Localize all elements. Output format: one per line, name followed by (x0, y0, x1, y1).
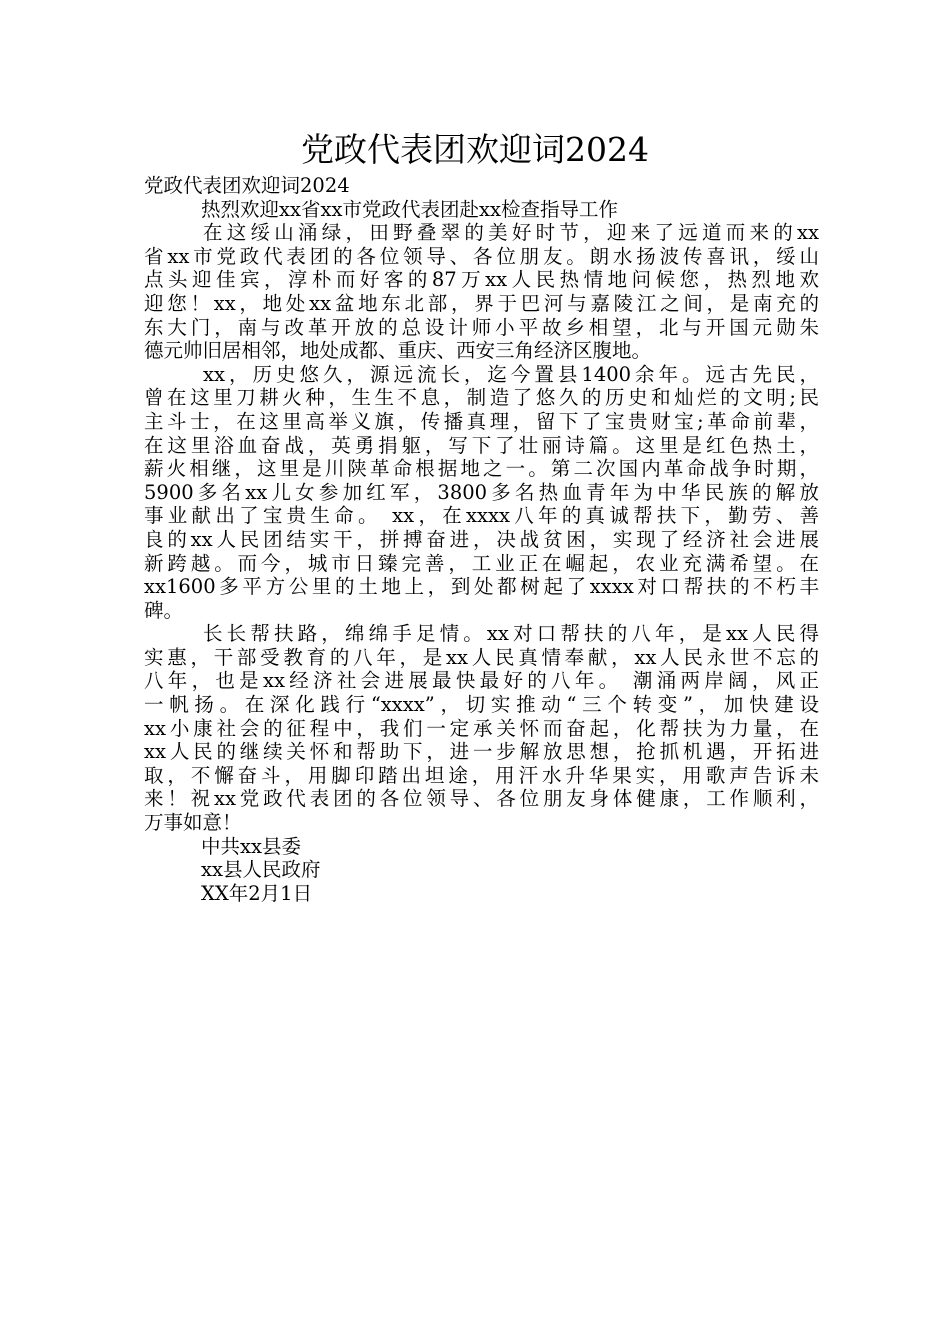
paragraph-line: 点头迎佳宾，淳朴而好客的87万xx人民热情地问候您，热烈地欢 (144, 268, 819, 292)
paragraph-line: 长长帮扶路，绵绵手足情。xx对口帮扶的八年，是xx人民得 (203, 622, 819, 646)
paragraph-line: 一帆扬。在深化践行“xxxx”，切实推动“三个转变”，加快建设 (144, 693, 819, 717)
welcome-heading: 热烈欢迎xx省xx市党政代表团赴xx检查指导工作 (201, 197, 618, 221)
signature-org-party: 中共xx县委 (201, 834, 301, 858)
paragraph-line: 取，不懈奋斗，用脚印踏出坦途，用汗水升华果实，用歌声告诉未 (144, 763, 819, 787)
paragraph-line: 万事如意！ (144, 811, 242, 835)
paragraph-line: xx，历史悠久，源远流长，迄今置县1400余年。远古先民， (203, 362, 819, 386)
paragraph-1 (144, 221, 819, 363)
paragraph-line: xx小康社会的征程中，我们一定承关怀而奋起，化帮扶为力量，在 (144, 716, 819, 740)
paragraph-line: 新跨越。而今，城市日臻完善，工业正在崛起，农业充满希望。在 (144, 551, 819, 575)
paragraph-line: 薪火相继，这里是川陕革命根据地之一。第二次国内革命战争时期， (144, 457, 819, 481)
paragraph-line: 碑。 (144, 598, 184, 622)
paragraph-line: 在这里浴血奋战，英勇捐躯，写下了壮丽诗篇。这里是红色热土， (144, 433, 819, 457)
paragraph-3 (144, 622, 819, 834)
paragraph-line: xx1600多平方公里的土地上，到处都树起了xxxx对口帮扶的不朽丰 (144, 575, 819, 599)
signature-date: XX年2月1日 (201, 881, 313, 905)
paragraph-line: 迎您！xx，地处xx盆地东北部，界于巴河与嘉陵江之间，是南充的 (144, 291, 819, 315)
paragraph-2 (144, 363, 819, 623)
paragraph-line: 事业献出了宝贵生命。 xx，在xxxx八年的真诚帮扶下，勤劳、善 (144, 504, 819, 528)
signature-block (144, 835, 819, 906)
paragraph-line: 实惠，干部受教育的八年，是xx人民真情奉献，xx人民永世不忘的 (144, 645, 819, 669)
paragraph-line: 来！祝xx党政代表团的各位领导、各位朋友身体健康，工作顺利， (144, 787, 819, 811)
document-body (144, 174, 819, 905)
signature-org-government: xx县人民政府 (201, 858, 321, 882)
paragraph-line: 八年，也是xx经济社会进展最快最好的八年。 潮涌两岸阔，风正 (144, 669, 819, 693)
paragraph-line: 主斗士，在这里高举义旗，传播真理，留下了宝贵财宝;革命前辈， (144, 409, 819, 433)
paragraph-line: 曾在这里刀耕火种，生生不息，制造了悠久的历史和灿烂的文明;民 (144, 386, 819, 410)
paragraph-line: xx人民的继续关怀和帮助下，进一步解放思想，抢抓机遇，开拓进 (144, 740, 819, 764)
paragraph-line: 德元帅旧居相邻，地处成都、重庆、西安三角经济区腹地。 (144, 339, 652, 363)
document-subtitle: 党政代表团欢迎词2024 (144, 174, 350, 197)
paragraph-line: 东大门，南与改革开放的总设计师小平故乡相望，北与开国元勋朱 (144, 315, 819, 339)
paragraph-line: 在这绥山涌绿，田野叠翠的美好时节，迎来了远道而来的xx (203, 221, 819, 245)
paragraph-line: 5900多名xx儿女参加红军，3800多名热血青年为中华民族的解放 (144, 480, 819, 504)
document-title: 党政代表团欢迎词2024 (301, 130, 649, 169)
paragraph-line: 省xx市党政代表团的各位领导、各位朋友。朗水扬波传喜讯，绥山 (144, 244, 819, 268)
paragraph-line: 良的xx人民团结实干，拼搏奋进，决战贫困，实现了经济社会进展 (144, 527, 819, 551)
